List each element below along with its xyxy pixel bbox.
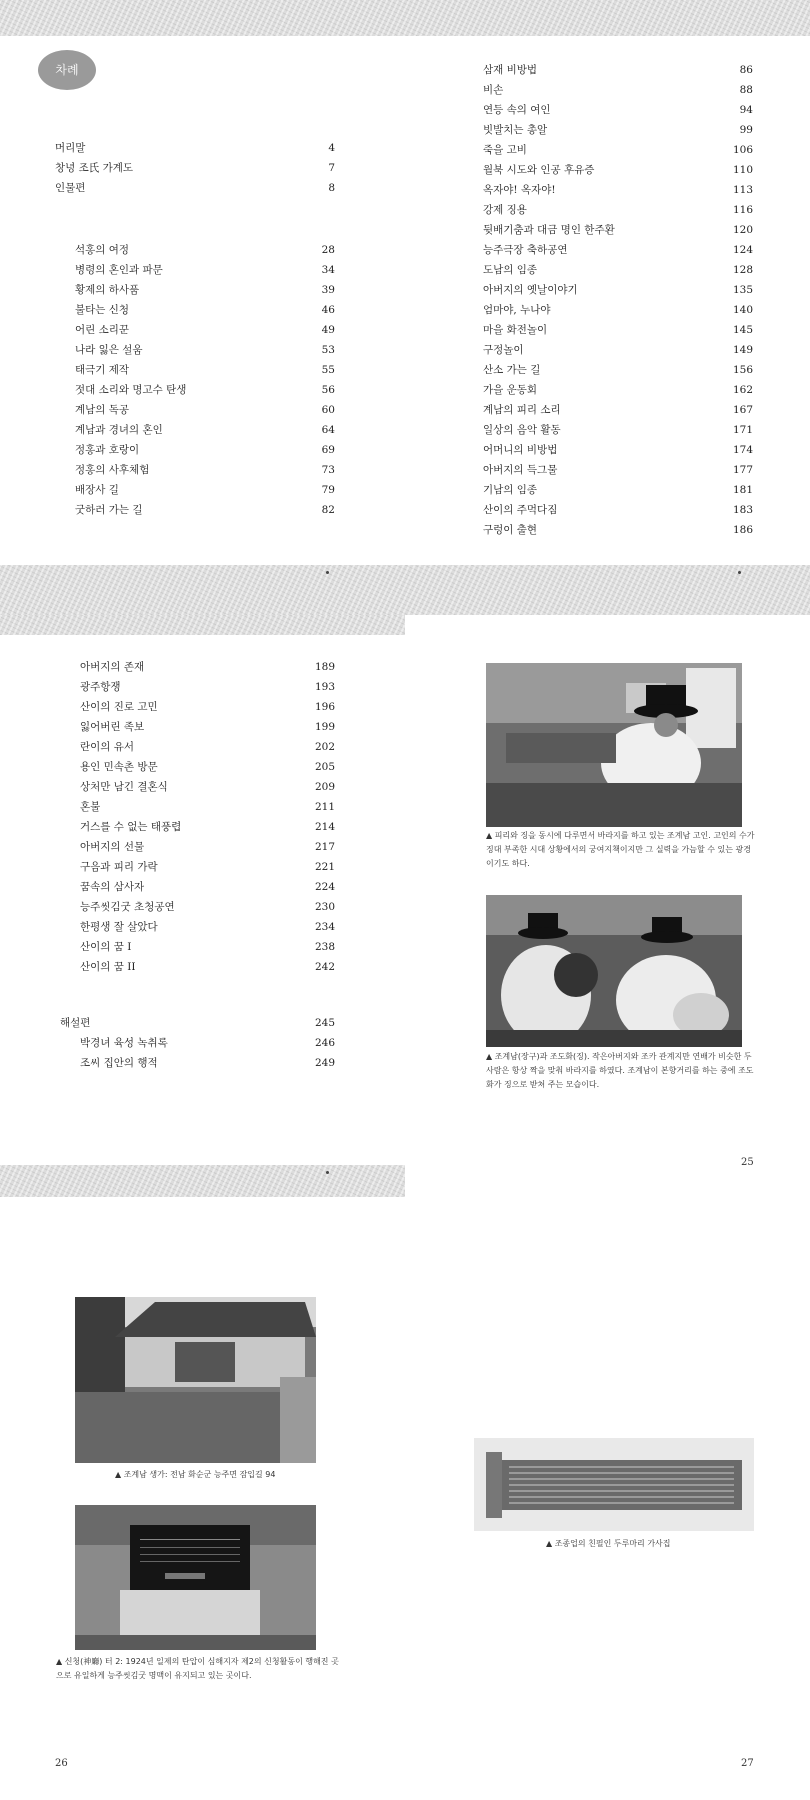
toc-entry <box>55 420 335 440</box>
toc-entry-title: 정홍의 사후체험 <box>75 464 150 476</box>
toc-entry-page: 113 <box>732 184 753 196</box>
toc-entry <box>483 120 753 140</box>
toc-entry <box>60 857 335 877</box>
toc-entry-title: 창녕 조氏 가계도 <box>55 162 134 174</box>
caption-photo1: ▲ 피리와 징을 동시에 다루면서 바라지를 하고 있는 조계남 고인. 고인의 수가 징대 부족한 시대 상황에서의 궁여지책이지만 그 실력을 가늠할 수 있는 광경이기도 하다. <box>486 831 755 868</box>
toc-entry <box>483 400 753 420</box>
toc-entry-page: 183 <box>732 504 753 516</box>
toc-entry-title: 가을 운동회 <box>483 384 538 396</box>
toc-entry <box>60 1053 335 1073</box>
toc-entry <box>55 320 335 340</box>
toc-entry-page: 177 <box>732 464 753 476</box>
toc-entry <box>483 260 753 280</box>
toc-entry <box>60 1033 335 1053</box>
toc-entry <box>483 300 753 320</box>
toc-entry-title: 어머니의 비방법 <box>483 444 558 456</box>
toc-entry-title: 박경녀 육성 녹취록 <box>80 1037 168 1049</box>
toc-entry-title: 구정놀이 <box>483 344 524 356</box>
toc-entry <box>60 797 335 817</box>
toc-appendix <box>60 1013 335 1073</box>
toc-entry <box>55 158 335 178</box>
toc-entry-page: 224 <box>314 881 335 893</box>
toc-entry-page: 124 <box>732 244 753 256</box>
toc-entry <box>55 480 335 500</box>
paper-band-top <box>0 0 810 36</box>
toc-entry-page: 53 <box>321 344 335 356</box>
toc-entry <box>60 897 335 917</box>
toc-entry <box>55 360 335 380</box>
toc-entry-page: 214 <box>314 821 335 833</box>
photo-scroll <box>474 1438 754 1531</box>
toc-entry-page: 230 <box>314 901 335 913</box>
toc-label-badge: 차례 <box>38 50 96 90</box>
toc-entry-title: 비손 <box>483 84 504 96</box>
toc-entry <box>483 360 753 380</box>
toc-entry-page: 39 <box>321 284 335 296</box>
toc-entry-page: 199 <box>314 721 335 733</box>
caption-photo3: ▲ 조계남 생가: 전남 화순군 능주면 잠입길 94 <box>115 1470 276 1479</box>
toc-entry-title: 해설편 <box>60 1017 91 1029</box>
toc-entry-page: 82 <box>321 504 335 516</box>
toc-entry <box>483 280 753 300</box>
toc-entry-title: 인물편 <box>55 182 86 194</box>
toc-entry <box>55 380 335 400</box>
toc-entry <box>483 160 753 180</box>
photo-drum-players <box>486 895 742 1047</box>
toc-entry-page: 7 <box>328 162 335 174</box>
toc-entry <box>60 917 335 937</box>
toc-entry-title: 산소 가는 길 <box>483 364 541 376</box>
toc-entry-page: 234 <box>314 921 335 933</box>
toc-entry-title: 굿하러 가는 길 <box>75 504 143 516</box>
toc-entry-title: 마을 화전놀이 <box>483 324 548 336</box>
toc-entry-page: 205 <box>314 761 335 773</box>
toc-entry-title: 산이의 꿈 I <box>80 941 132 953</box>
page-number-26: 26 <box>55 1758 68 1769</box>
toc-entry-title: 꿈속의 삼사자 <box>80 881 145 893</box>
toc-entry-page: 128 <box>732 264 753 276</box>
toc-entry <box>483 80 753 100</box>
toc-entry-title: 병령의 혼인과 파문 <box>75 264 163 276</box>
caption-photo2: ▲ 조계남(장구)과 조도화(징). 작은아버지와 조카 관계지만 연배가 비슷한 두 사람은 항상 짝을 맞춰 바라지를 하였다. 조계남이 본향거리를 하는 중에 조도화가 징으로 받쳐 주는 모습이다. <box>486 1052 754 1089</box>
toc-entry <box>55 260 335 280</box>
toc-entry-title: 삼재 비방법 <box>483 64 538 76</box>
toc-entry-title: 태극기 제작 <box>75 364 130 376</box>
toc-entry <box>483 420 753 440</box>
toc-entry-page: 106 <box>732 144 753 156</box>
toc-entry-page: 149 <box>732 344 753 356</box>
toc-entry-title: 나라 잃은 설움 <box>75 344 143 356</box>
page-number-25: 25 <box>741 1157 754 1168</box>
toc-entry-title: 잃어버린 족보 <box>80 721 145 733</box>
toc-entry-title: 구렁이 출현 <box>483 524 538 536</box>
toc-entry <box>55 440 335 460</box>
toc-entry <box>483 500 753 520</box>
toc-entry-page: 86 <box>739 64 753 76</box>
toc-entry-page: 186 <box>732 524 753 536</box>
page-number-27: 27 <box>741 1758 754 1769</box>
toc-entry-title: 아버지의 득그물 <box>483 464 558 476</box>
toc-entry-page: 116 <box>732 204 753 216</box>
toc-entry-title: 상처만 남긴 결혼식 <box>80 781 168 793</box>
caption-scroll: ▲ 조종업의 친필인 두루마리 가사집 <box>546 1539 671 1548</box>
toc-entry <box>55 500 335 520</box>
toc-entry-page: 28 <box>321 244 335 256</box>
toc-entry-title: 빗발치는 총알 <box>483 124 548 136</box>
toc-entry-title: 엄마야, 누나야 <box>483 304 551 316</box>
toc-entry-page: 238 <box>314 941 335 953</box>
toc-entry <box>55 280 335 300</box>
toc-entry-title: 아버지의 옛날이야기 <box>483 284 578 296</box>
toc-entry-title: 기남의 임종 <box>483 484 538 496</box>
toc-entry-title: 도남의 임종 <box>483 264 538 276</box>
toc-entry-title: 황제의 하사품 <box>75 284 140 296</box>
toc-entry-page: 217 <box>314 841 335 853</box>
toc-entry-page: 181 <box>732 484 753 496</box>
paper-band-middle-2 <box>0 1165 405 1197</box>
toc-entry-page: 110 <box>732 164 753 176</box>
toc-second-page <box>60 657 335 977</box>
toc-entry <box>60 657 335 677</box>
toc-entry-title: 란이의 유서 <box>80 741 135 753</box>
toc-entry-title: 조씨 집안의 행적 <box>80 1057 158 1069</box>
toc-entry-page: 171 <box>732 424 753 436</box>
toc-entry <box>60 877 335 897</box>
toc-entry-page: 88 <box>739 84 753 96</box>
toc-entry-page: 73 <box>321 464 335 476</box>
toc-entry-page: 189 <box>314 661 335 673</box>
toc-entry-title: 거스를 수 없는 태풍렵 <box>80 821 182 833</box>
toc-entry-page: 79 <box>321 484 335 496</box>
toc-entry-title: 산이의 주먹다짐 <box>483 504 558 516</box>
toc-entry-page: 135 <box>732 284 753 296</box>
toc-entry <box>60 957 335 977</box>
toc-entry-page: 60 <box>321 404 335 416</box>
toc-entry <box>483 200 753 220</box>
toc-entry-title: 옥자야! 옥자야! <box>483 184 556 196</box>
toc-entry-title: 뒷배기춤과 대금 명인 한주환 <box>483 224 615 236</box>
toc-entry-page: 202 <box>314 741 335 753</box>
toc-entry <box>483 480 753 500</box>
toc-entry <box>55 178 335 198</box>
toc-entry <box>55 400 335 420</box>
toc-entry-page: 64 <box>321 424 335 436</box>
toc-entry <box>483 520 753 540</box>
toc-entry-title: 광주항쟁 <box>80 681 121 693</box>
page-dot <box>326 571 329 574</box>
photo-piri-player <box>486 663 742 827</box>
toc-entry-title: 젓대 소리와 명고수 탄생 <box>75 384 187 396</box>
toc-entry-title: 능주극장 축하공연 <box>483 244 568 256</box>
toc-entry-page: 196 <box>314 701 335 713</box>
toc-entry <box>55 340 335 360</box>
toc-entry-title: 계남의 피리 소리 <box>483 404 561 416</box>
toc-entry-title: 강제 징용 <box>483 204 527 216</box>
toc-entry-page: 34 <box>321 264 335 276</box>
toc-entry-page: 221 <box>314 861 335 873</box>
toc-entry-title: 정홍과 호랑이 <box>75 444 140 456</box>
toc-entry-page: 246 <box>314 1037 335 1049</box>
toc-entry-page: 193 <box>314 681 335 693</box>
toc-entry <box>483 380 753 400</box>
toc-entry-page: 167 <box>732 404 753 416</box>
toc-entry <box>60 817 335 837</box>
toc-entry-title: 아버지의 선물 <box>80 841 145 853</box>
toc-entry-title: 한평생 잘 살았다 <box>80 921 158 933</box>
caption-photo4: ▲ 신청(神廳) 터 2: 1924년 일제의 탄압이 심해지자 제2의 신청활동이 행해진 곳으로 유일하게 능주씻김굿 명맥이 유지되고 있는 곳이다. <box>56 1657 339 1680</box>
toc-entry <box>60 677 335 697</box>
toc-entry <box>483 340 753 360</box>
toc-entry-page: 242 <box>314 961 335 973</box>
toc-entry-page: 249 <box>314 1057 335 1069</box>
toc-entry <box>60 737 335 757</box>
toc-entry-page: 55 <box>321 364 335 376</box>
toc-entry <box>55 138 335 158</box>
toc-entry-title: 어린 소리꾼 <box>75 324 130 336</box>
toc-entry <box>60 837 335 857</box>
page-dot <box>738 571 741 574</box>
toc-entry <box>60 697 335 717</box>
toc-entry-page: 211 <box>314 801 335 813</box>
toc-entry-title: 아버지의 존재 <box>80 661 145 673</box>
toc-entry <box>483 440 753 460</box>
toc-entry-page: 145 <box>732 324 753 336</box>
toc-entry-page: 209 <box>314 781 335 793</box>
toc-entry <box>483 100 753 120</box>
toc-entry-title: 혼불 <box>80 801 101 813</box>
toc-entry-title: 머리말 <box>55 142 86 154</box>
photo-birth-house <box>75 1297 316 1463</box>
toc-entry <box>483 320 753 340</box>
toc-entry <box>60 717 335 737</box>
toc-entry <box>60 777 335 797</box>
toc-entry-page: 94 <box>739 104 753 116</box>
toc-left-top <box>55 138 335 198</box>
toc-entry <box>483 60 753 80</box>
page-dot <box>326 1171 329 1174</box>
toc-entry-title: 죽을 고비 <box>483 144 527 156</box>
toc-entry-title: 배장사 길 <box>75 484 119 496</box>
toc-entry <box>55 460 335 480</box>
toc-entry-title: 석홍의 여정 <box>75 244 130 256</box>
toc-entry-title: 산이의 진로 고민 <box>80 701 158 713</box>
paper-band-middle-1b <box>0 615 405 635</box>
toc-entry-page: 245 <box>314 1017 335 1029</box>
toc-entry-title: 계남과 경녀의 혼인 <box>75 424 163 436</box>
toc-entry-title: 용인 민속촌 방문 <box>80 761 158 773</box>
toc-entry-title: 계남의 독공 <box>75 404 130 416</box>
toc-entry-page: 156 <box>732 364 753 376</box>
toc-entry-page: 49 <box>321 324 335 336</box>
toc-entry-page: 99 <box>739 124 753 136</box>
toc-entry-page: 140 <box>732 304 753 316</box>
toc-entry-title: 불타는 신청 <box>75 304 130 316</box>
toc-entry-page: 56 <box>321 384 335 396</box>
toc-entry-title: 능주씻김굿 초청공연 <box>80 901 175 913</box>
toc-entry <box>55 240 335 260</box>
toc-entry <box>55 300 335 320</box>
toc-entry-title: 연등 속의 여인 <box>483 104 551 116</box>
toc-entry <box>483 240 753 260</box>
toc-entry <box>483 180 753 200</box>
toc-left-main <box>55 240 335 520</box>
toc-entry-title: 일상의 음악 활동 <box>483 424 561 436</box>
toc-entry-page: 174 <box>732 444 753 456</box>
toc-entry <box>60 757 335 777</box>
toc-right <box>483 60 753 540</box>
toc-entry-title: 월북 시도와 인공 후유증 <box>483 164 595 176</box>
toc-entry-page: 162 <box>732 384 753 396</box>
toc-entry-title: 구음과 피리 가락 <box>80 861 158 873</box>
toc-entry <box>60 937 335 957</box>
toc-entry <box>483 460 753 480</box>
toc-entry <box>483 220 753 240</box>
toc-entry <box>60 1013 335 1033</box>
toc-entry-title: 산이의 꿈 II <box>80 961 136 973</box>
toc-entry-page: 46 <box>321 304 335 316</box>
toc-entry-page: 4 <box>328 142 335 154</box>
photo-memorial-plaque <box>75 1505 316 1650</box>
paper-band-middle-1 <box>0 565 810 615</box>
toc-entry-page: 69 <box>321 444 335 456</box>
toc-entry-page: 120 <box>732 224 753 236</box>
toc-entry-page: 8 <box>328 182 335 194</box>
toc-entry <box>483 140 753 160</box>
